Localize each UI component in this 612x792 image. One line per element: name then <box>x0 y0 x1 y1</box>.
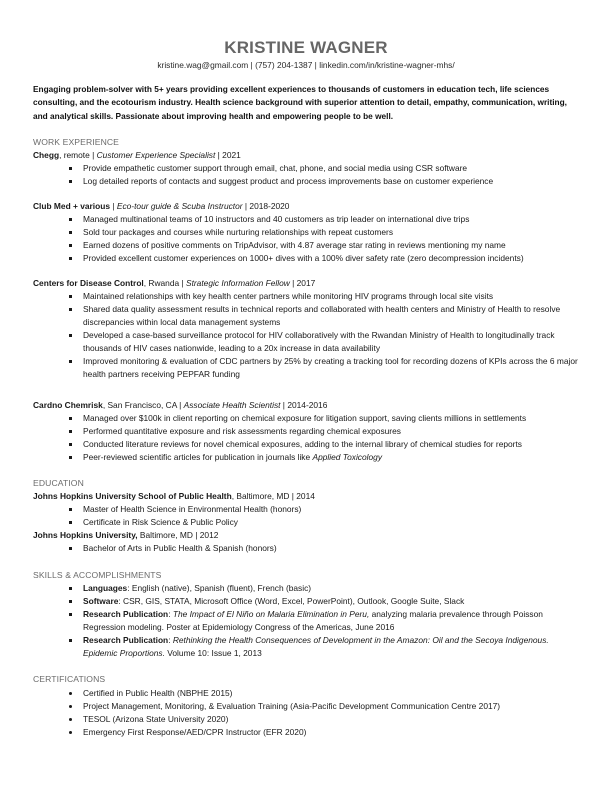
dot-bullet-icon <box>69 692 72 695</box>
square-bullet-icon <box>69 180 72 183</box>
list-item: Conducted literature reviews for novel chemical exposures, adding to the internal library of chemical studies for reports <box>33 438 581 451</box>
job-bullets-chegg <box>33 162 581 188</box>
list-item: Managed multinational teams of 10 instructors and 40 customers as trip leader on international dive trips <box>33 213 581 226</box>
dot-bullet-icon <box>69 705 72 708</box>
linkedin-link[interactable]: linkedin.com/in/kristine-wagner-mhs/ <box>319 60 455 70</box>
section-title-certifications: CERTIFICATIONS <box>33 674 106 684</box>
job-header-cdc: Centers for Disease Control, Rwanda | Strategic Information Fellow | 2017 <box>33 278 316 288</box>
square-bullet-icon <box>69 443 72 446</box>
job-bullets-cdc <box>33 290 581 381</box>
square-bullet-icon <box>69 244 72 247</box>
job-bullets-club-med <box>33 213 581 265</box>
list-item: Earned dozens of positive comments on TripAdvisor, with 4.87 average star rating in reviews mentioning my name <box>33 239 581 252</box>
phone-number: (757) 204-1387 <box>255 60 313 70</box>
square-bullet-icon <box>69 257 72 260</box>
job-header-cardno-chemrisk: Cardno Chemrisk, San Francisco, CA | Associate Health Scientist | 2014-2016 <box>33 400 328 410</box>
list-item: TESOL (Arizona State University 2020) <box>33 713 581 726</box>
square-bullet-icon <box>69 334 72 337</box>
list-item: Research Publication: Rethinking the Health Consequences of Development in the Amazon: Oil and the Secoya Indigenous. Epidemic Proportions. Volume 10: Issue 1, 2013 <box>33 634 581 660</box>
section-title-skills: SKILLS & ACCOMPLISHMENTS <box>33 570 162 580</box>
square-bullet-icon <box>69 508 72 511</box>
list-item: Shared data quality assessment results in technical reports and collaborated with health centers and Ministry of Health to resolve discrepancies within local data management systems <box>33 303 581 329</box>
square-bullet-icon <box>69 456 72 459</box>
skills-list <box>33 582 581 660</box>
list-item: Developed a case-based surveillance protocol for HIV collaboratively with the Rwandan Ministry of Health to longitudinally track thousands of HIV cases nationwide, leading to a 20x increase in data availability <box>33 329 581 355</box>
job-header-club-med: Club Med + various | Eco-tour guide & Scuba Instructor | 2018-2020 <box>33 201 290 211</box>
list-item: Master of Health Science in Environmental Health (honors) <box>33 503 581 516</box>
square-bullet-icon <box>69 521 72 524</box>
list-item: Research Publication: The Impact of El Niño on Malaria Elimination in Peru, analyzing malaria prevalence through Poisson Regression modeling. Poster at Epidemiology Congress of the Americas, June 2016 <box>33 608 581 634</box>
square-bullet-icon <box>69 308 72 311</box>
school-bullets-jhu <box>33 542 581 555</box>
list-item: Certificate in Risk Science & Public Policy <box>33 516 581 529</box>
square-bullet-icon <box>69 231 72 234</box>
list-item: Project Management, Monitoring, & Evaluation Training (Asia-Pacific Development Communication Centre 2017) <box>33 700 581 713</box>
square-bullet-icon <box>69 587 72 590</box>
list-item: Software: CSR, GIS, STATA, Microsoft Office (Word, Excel, PowerPoint), Outlook, Google Suite, Slack <box>33 595 581 608</box>
list-item: Improved monitoring & evaluation of CDC partners by 25% by creating a tracking tool for recording dozens of KPIs across the 6 major health partners receiving PEPFAR funding <box>33 355 581 381</box>
email-link[interactable]: kristine.wag@gmail.com <box>157 60 249 70</box>
square-bullet-icon <box>69 218 72 221</box>
section-title-work-experience: WORK EXPERIENCE <box>33 137 120 147</box>
square-bullet-icon <box>69 613 72 616</box>
list-item: Emergency First Response/AED/CPR Instructor (EFR 2020) <box>33 726 581 739</box>
professional-summary: Engaging problem-solver with 5+ years providing excellent experiences to thousands of customers in education tech, life sciences consulting, and the ecotourism industry. Health science background with superior attention to detail, empathy, communication, writing, and analytical skills. Passionate about improving health and empowering people to be well. <box>33 84 567 121</box>
square-bullet-icon <box>69 360 72 363</box>
square-bullet-icon <box>69 547 72 550</box>
list-item: Maintained relationships with key health center partners while monitoring HIV programs through local site visits <box>33 290 581 303</box>
certifications-list <box>33 687 581 739</box>
list-item: Bachelor of Arts in Public Health & Spanish (honors) <box>33 542 581 555</box>
list-item: Peer-reviewed scientific articles for publication in journals like Applied Toxicology <box>33 451 581 464</box>
list-item: Certified in Public Health (NBPHE 2015) <box>33 687 581 700</box>
job-header-chegg: Chegg, remote | Customer Experience Specialist | 2021 <box>33 150 241 160</box>
square-bullet-icon <box>69 167 72 170</box>
square-bullet-icon <box>69 417 72 420</box>
section-title-education: EDUCATION <box>33 478 84 488</box>
school-bullets-jhsph <box>33 503 581 529</box>
list-item: Languages: English (native), Spanish (fluent), French (basic) <box>33 582 581 595</box>
square-bullet-icon <box>69 430 72 433</box>
list-item: Sold tour packages and courses while nurturing relationships with repeat customers <box>33 226 581 239</box>
square-bullet-icon <box>69 600 72 603</box>
list-item: Provided excellent customer experiences on 1000+ dives with a 100% diver safety rate (zero decompression incidents) <box>33 252 581 265</box>
dot-bullet-icon <box>69 718 72 721</box>
school-header-jhu: Johns Hopkins University, Baltimore, MD | 2012 <box>33 530 219 540</box>
job-bullets-cardno-chemrisk <box>33 412 581 464</box>
dot-bullet-icon <box>69 731 72 734</box>
school-header-jhsph: Johns Hopkins University School of Public Health, Baltimore, MD | 2014 <box>33 491 315 501</box>
list-item: Performed quantitative exposure and risk assessments regarding chemical exposures <box>33 425 581 438</box>
list-item: Provide empathetic customer support through email, chat, phone, and social media using CSR software <box>33 162 581 175</box>
candidate-name: KRISTINE WAGNER <box>224 38 388 57</box>
square-bullet-icon <box>69 295 72 298</box>
square-bullet-icon <box>69 639 72 642</box>
contact-line: kristine.wag@gmail.com | (757) 204-1387 | linkedin.com/in/kristine-wagner-mhs/ <box>157 60 455 70</box>
list-item: Log detailed reports of contacts and suggest product and process improvements base on customer experience <box>33 175 581 188</box>
list-item: Managed over $100k in client reporting on chemical exposure for litigation support, saving clients millions in settlements <box>33 412 581 425</box>
